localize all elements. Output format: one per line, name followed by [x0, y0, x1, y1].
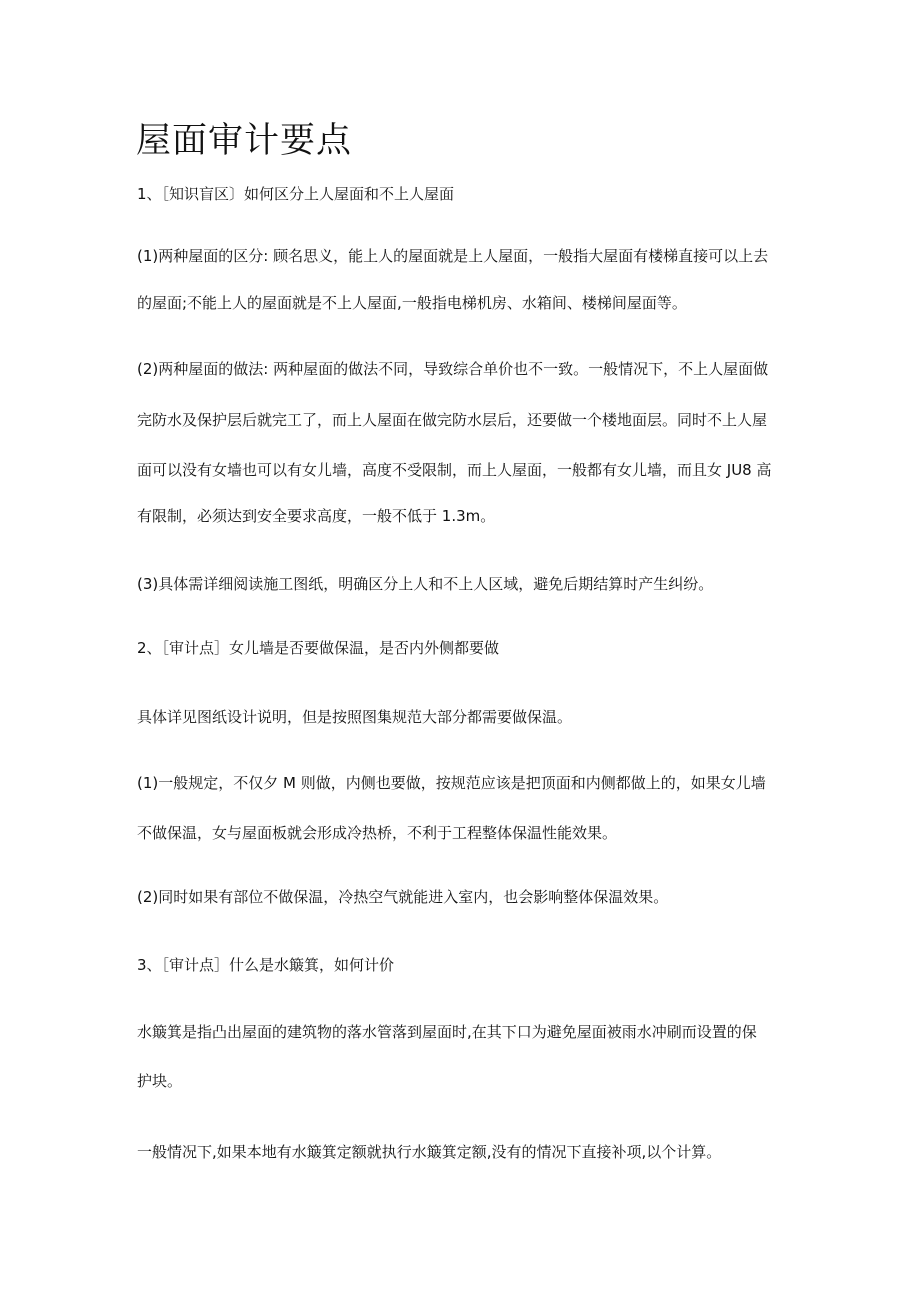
paragraph-line: (2)两种屋面的做法: 两种屋面的做法不同，导致综合单价也不一致。一般情况下，不上人屋面做 [137, 360, 769, 378]
section-1-heading: 1、［知识盲区〕如何区分上人屋面和不上人屋面 [137, 185, 455, 203]
section-3-heading: 3、［审计点］什么是水簸箕，如何计价 [137, 956, 395, 974]
paragraph-line: 护块。 [137, 1072, 183, 1090]
paragraph-line: (1)两种屋面的区分: 顾名思义，能上人的屋面就是上人屋面，一般指大屋面有楼梯直接可以上去 [137, 247, 769, 265]
paragraph-line: 面可以没有女墙也可以有女儿墙，高度不受限制，而上人屋面，一般都有女儿墙，而且女 JU8 高 [137, 461, 772, 479]
paragraph-line: 的屋面;不能上人的屋面就是不上人屋面,一般指电梯机房、水箱间、楼梯间屋面等。 [137, 294, 687, 312]
section-2-heading: 2、［审计点］女儿墙是否要做保温，是否内外侧都要做 [137, 639, 500, 657]
paragraph-line: (3)具体需详细阅读施工图纸，明确区分上人和不上人区域，避免后期结算时产生纠纷。 [137, 575, 714, 593]
paragraph-line: 不做保温，女与屋面板就会形成冷热桥，不利于工程整体保温性能效果。 [137, 824, 618, 842]
page-title: 屋面审计要点 [136, 121, 353, 161]
paragraph-line: 完防水及保护层后就完工了，而上人屋面在做完防水层后，还要做一个楼地面层。同时不上人屋 [137, 411, 768, 429]
paragraph-line: 具体详见图纸设计说明，但是按照图集规范大部分都需要做保温。 [137, 708, 573, 726]
paragraph-line: (1)一般规定，不仅夕 M 则做，内侧也要做，按规范应该是把顶面和内侧都做上的，如果女儿墙 [137, 774, 766, 792]
paragraph-line: (2)同时如果有部位不做保温，冷热空气就能进入室内，也会影响整体保温效果。 [137, 888, 669, 906]
paragraph-line: 有限制，必须达到安全要求高度，一般不低于 1.3m。 [137, 507, 496, 525]
paragraph-line: 一般情况下,如果本地有水簸箕定额就执行水簸箕定额,没有的情况下直接补项,以个计算。 [137, 1143, 722, 1161]
paragraph-line: 水簸箕是指凸出屋面的建筑物的落水管落到屋面时,在其下口为避免屋面被雨水冲刷而设置的保 [137, 1023, 757, 1041]
